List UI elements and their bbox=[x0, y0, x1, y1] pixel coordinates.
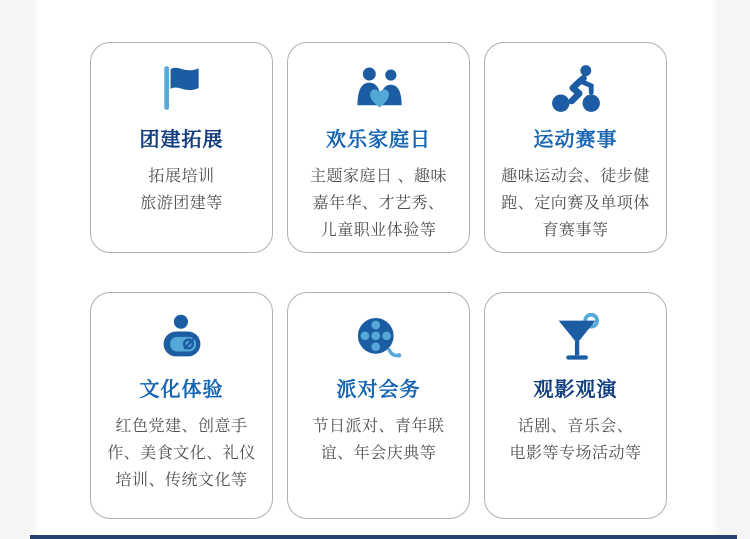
card-culture bbox=[90, 292, 273, 519]
card-family-day bbox=[287, 42, 470, 253]
card-description: 拓展培训 旅游团建等 bbox=[140, 168, 223, 212]
culture-person-icon bbox=[156, 311, 208, 365]
service-cards-grid bbox=[90, 42, 667, 519]
family-icon bbox=[351, 61, 407, 115]
card-title: 派对会务 bbox=[336, 379, 421, 401]
card-title: 欢乐家庭日 bbox=[326, 129, 431, 151]
cocktail-icon bbox=[550, 311, 602, 365]
page-right-margin bbox=[712, 0, 750, 539]
page-left-margin bbox=[0, 0, 38, 539]
cyclist-icon bbox=[549, 61, 603, 115]
card-title: 观影观演 bbox=[533, 379, 618, 401]
card-description: 趣味运动会、徒步健 跑、定向赛及单项体 育赛事等 bbox=[501, 168, 650, 239]
card-title: 团建拓展 bbox=[139, 129, 224, 151]
film-reel-icon bbox=[353, 311, 405, 365]
bottom-section-edge bbox=[30, 535, 737, 539]
card-team-building bbox=[90, 42, 273, 253]
card-sports bbox=[484, 42, 667, 253]
card-party bbox=[287, 292, 470, 519]
card-description: 红色党建、创意手 作、美食文化、礼仪 培训、传统文化等 bbox=[107, 418, 256, 489]
card-title: 运动赛事 bbox=[533, 129, 618, 151]
card-description: 话剧、音乐会、 电影等专场活动等 bbox=[509, 418, 642, 462]
card-description: 主题家庭日 、趣味 嘉年华、才艺秀、 儿童职业体验等 bbox=[310, 168, 447, 239]
card-description: 节日派对、青年联 谊、年会庆典等 bbox=[312, 418, 445, 462]
flag-icon bbox=[156, 61, 208, 115]
card-title: 文化体验 bbox=[139, 379, 224, 401]
card-shows bbox=[484, 292, 667, 519]
